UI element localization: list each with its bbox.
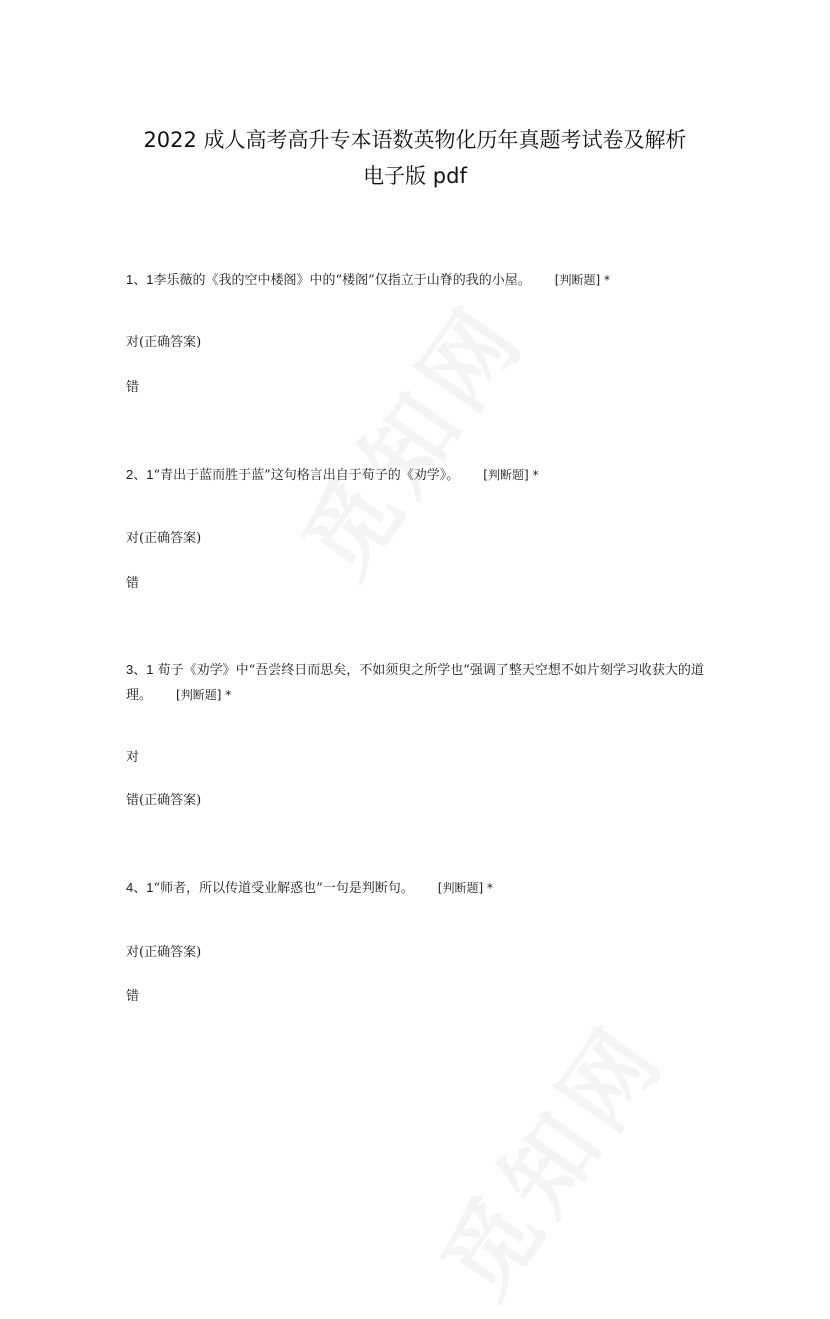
- watermark: [406, 993, 690, 1319]
- option-true[interactable]: 对(正确答案): [126, 335, 202, 350]
- document-title-line-1: 2022 成人高考高升专本语数英物化历年真题考试卷及解析: [143, 128, 687, 152]
- question-number: 1、1: [126, 272, 154, 287]
- question-text: “青出于蓝而胜于蓝”这句格言出自于荀子的《劝学》。: [153, 468, 460, 483]
- question-number: 2、1: [126, 467, 154, 482]
- question-type: [判断题] *: [437, 881, 493, 895]
- option-true[interactable]: 对(正确答案): [126, 531, 202, 546]
- question-text: 荀子《劝学》中“吾尝终日而思矣，不如须臾之所学也”强调了整天空想不如片刻学习收获大的道理。: [126, 663, 704, 703]
- document-title-line-2: 电子版 pdf: [363, 164, 467, 188]
- question-text: 李乐薇的《我的空中楼阁》中的“楼阁”仅指立于山脊的我的小屋。: [153, 273, 531, 288]
- question-4: [126, 876, 716, 901]
- option-false[interactable]: 错(正确答案): [126, 793, 202, 808]
- option-false[interactable]: 错: [126, 576, 140, 591]
- option-true[interactable]: 对: [126, 750, 140, 765]
- option-true[interactable]: 对(正确答案): [126, 945, 202, 960]
- option-false[interactable]: 错: [126, 380, 140, 395]
- option-false[interactable]: 错: [126, 989, 140, 1004]
- question-type: [判断题] *: [554, 273, 610, 287]
- question-type: [判断题] *: [176, 688, 232, 702]
- question-number: 3、1: [126, 662, 154, 677]
- question-2: [126, 463, 716, 488]
- question-3: [126, 658, 716, 708]
- watermark: [266, 273, 550, 599]
- question-text: “师者，所以传道受业解惑也”一句是判断句。: [153, 881, 414, 896]
- question-1: [126, 268, 716, 293]
- question-type: [判断题] *: [483, 468, 539, 482]
- question-number: 4、1: [126, 880, 154, 895]
